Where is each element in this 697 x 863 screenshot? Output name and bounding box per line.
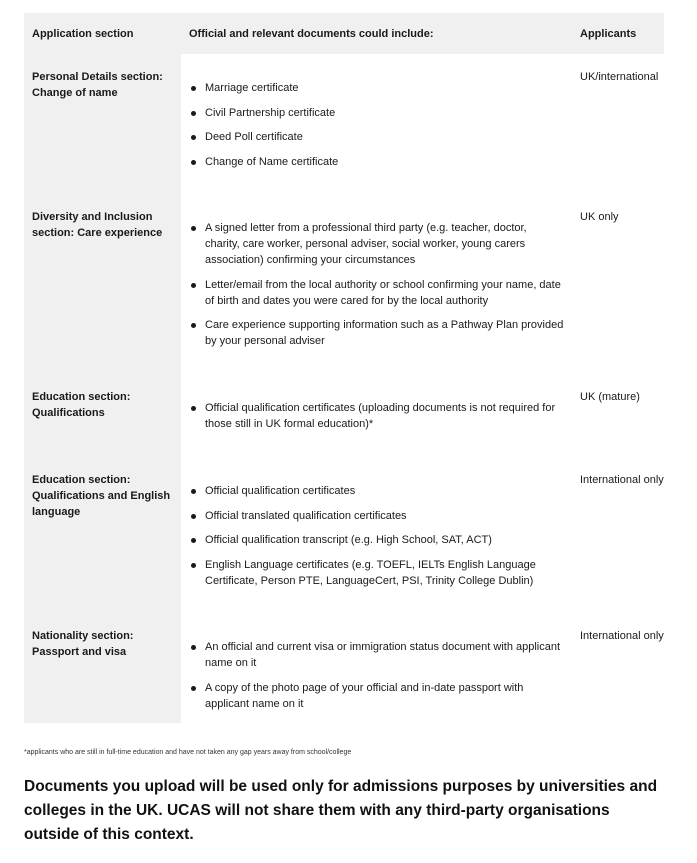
documents-cell — [181, 374, 572, 457]
table-row — [24, 54, 664, 194]
document-list — [189, 374, 564, 432]
document-list — [189, 194, 564, 349]
list-item: Official qualification certificates (uploading documents is not required for those still in UK formal education)* — [189, 400, 564, 432]
documents-cell — [181, 194, 572, 374]
header-application-section: Application section — [24, 13, 181, 54]
list-item: Official translated qualification certificates — [189, 508, 564, 524]
section-label: Diversity and Inclusion section: Care experience — [32, 211, 163, 239]
list-item: A copy of the photo page of your official and in-date passport with applicant name on it — [189, 680, 564, 712]
list-item: Change of Name certificate — [189, 154, 564, 170]
documents-table-container — [24, 13, 664, 723]
applicants-label: UK only — [580, 211, 619, 223]
table-row — [24, 457, 664, 613]
section-label: Personal Details section: Change of name — [32, 71, 163, 99]
section-label: Education section: Qualifications — [32, 391, 131, 419]
applicants-label: UK/international — [580, 71, 659, 83]
applicants-cell — [572, 457, 664, 613]
section-label: Education section: Qualifications and English language — [32, 474, 171, 518]
section-cell — [24, 54, 181, 194]
applicants-cell — [572, 194, 664, 374]
section-cell — [24, 194, 181, 374]
applicants-label: International only — [580, 474, 664, 486]
list-item: Letter/email from the local authority or school confirming your name, date of birth and dates you were cared for by the local authority — [189, 277, 564, 309]
applicants-label: International only — [580, 630, 664, 642]
document-list — [189, 54, 564, 170]
document-list — [189, 613, 564, 712]
applicants-cell — [572, 54, 664, 194]
section-label: Nationality section: Passport and visa — [32, 630, 134, 658]
header-documents: Official and relevant documents could include: — [181, 13, 572, 54]
list-item: Marriage certificate — [189, 80, 564, 96]
documents-table — [24, 13, 664, 723]
list-item: Official qualification certificates — [189, 483, 564, 499]
applicants-cell — [572, 613, 664, 723]
applicants-label: UK (mature) — [580, 391, 640, 403]
header-applicants: Applicants — [572, 13, 664, 54]
list-item: English Language certificates (e.g. TOEFL, IELTs English Language Certificate, Person PTE, LanguageCert, PSI, Trinity College Dublin) — [189, 557, 564, 589]
documents-cell — [181, 613, 572, 723]
section-cell — [24, 457, 181, 613]
section-cell — [24, 613, 181, 723]
table-row — [24, 194, 664, 374]
list-item: Official qualification transcript (e.g. High School, SAT, ACT) — [189, 532, 564, 548]
list-item: Deed Poll certificate — [189, 129, 564, 145]
footnote: *applicants who are still in full-time education and have not taken any gap years away from school/college — [24, 749, 352, 756]
table-row — [24, 374, 664, 457]
table-header-row — [24, 13, 664, 54]
section-cell — [24, 374, 181, 457]
list-item: An official and current visa or immigration status document with applicant name on it — [189, 639, 564, 671]
documents-cell — [181, 457, 572, 613]
documents-cell — [181, 54, 572, 194]
applicants-cell — [572, 374, 664, 457]
table-row — [24, 613, 664, 723]
list-item: Care experience supporting information such as a Pathway Plan provided by your personal adviser — [189, 317, 564, 349]
document-list — [189, 457, 564, 589]
list-item: Civil Partnership certificate — [189, 105, 564, 121]
list-item: A signed letter from a professional third party (e.g. teacher, doctor, charity, care worker, personal adviser, social worker, young carers association) confirming your circumstances — [189, 220, 564, 268]
privacy-statement: Documents you upload will be used only for admissions purposes by universities and colleges in the UK. UCAS will not share them with any third-party organisations outside of this context. — [24, 778, 658, 843]
